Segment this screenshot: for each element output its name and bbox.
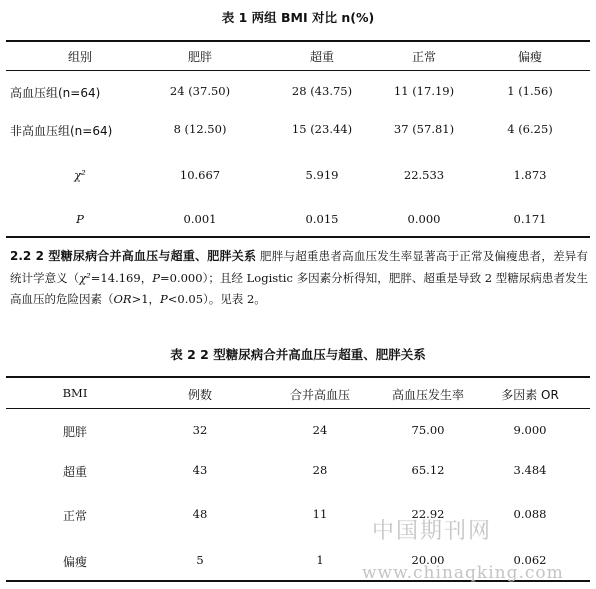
table2-header-rate: 高血压发生率 — [391, 388, 465, 402]
watermark-logo-text: 中国期刊网 — [372, 519, 493, 544]
table1-chi-thin: 1.873 — [513, 168, 547, 182]
table1-header-normal: 正常 — [411, 50, 437, 64]
table2-row2-or: 3.484 — [513, 463, 547, 477]
table1-row2-normal: 37 (57.81) — [393, 122, 455, 136]
table2-row4-bmi: 偏瘦 — [62, 555, 88, 569]
table1-row1-group: 高血压组(n=64) — [10, 86, 101, 100]
table2-row3-bmi: 正常 — [62, 509, 88, 523]
table2-row3-or: 0.088 — [513, 507, 547, 521]
table1-header-group: 组别 — [67, 50, 93, 64]
table1-chi-overweight: 5.919 — [305, 168, 339, 182]
table2-row2-rate: 65.12 — [411, 463, 445, 477]
table2-row1-or: 9.000 — [513, 423, 547, 437]
table2-row1-rate: 75.00 — [411, 423, 445, 437]
table1-row1-normal: 11 (17.19) — [393, 84, 455, 98]
section-heading: 2.2 2 型糖尿病合并高血压与超重、肥胖关系 — [10, 249, 257, 263]
table1-header-thin: 偏瘦 — [517, 50, 543, 64]
table1-chi-obese: 10.667 — [179, 168, 221, 182]
table2-row1-count: 32 — [192, 423, 208, 437]
table1-p-obese: 0.001 — [183, 212, 217, 226]
table2-row2-hypertension: 28 — [312, 463, 328, 477]
table1-header-obese: 肥胖 — [187, 50, 213, 64]
table1-chi-normal: 22.533 — [403, 168, 445, 182]
table1-bottom-rule — [6, 236, 590, 238]
table1-p-label: P — [76, 212, 84, 226]
table1-top-rule — [6, 40, 590, 42]
table2-row1-hypertension: 24 — [312, 423, 328, 437]
table2-header-rule — [6, 408, 590, 409]
watermark-url: www.chinaqking.com — [362, 563, 564, 583]
table1-header-overweight: 超重 — [309, 50, 335, 64]
table2-header-count: 例数 — [187, 388, 213, 402]
table1-chi-label: χ² — [74, 168, 86, 182]
table2-row3-hypertension: 11 — [312, 507, 328, 521]
table2-row3-rate: 22.92 — [411, 507, 445, 521]
table2-row1-bmi: 肥胖 — [62, 425, 88, 439]
table1-row2-overweight: 15 (23.44) — [291, 122, 353, 136]
table1-row2-thin: 4 (6.25) — [507, 122, 553, 136]
table1-title: 表 1 两组 BMI 对比 n(%) — [221, 10, 375, 25]
table2-header-hypertension: 合并高血压 — [289, 388, 351, 402]
table1-row1-obese: 24 (37.50) — [169, 84, 231, 98]
table1-row2-obese: 8 (12.50) — [173, 122, 227, 136]
table2-row4-or: 0.062 — [513, 553, 547, 567]
table2-header-or: 多因素 OR — [501, 388, 559, 402]
table2-row3-count: 48 — [192, 507, 208, 521]
table2-title: 表 2 2 型糖尿病合并高血压与超重、肥胖关系 — [170, 347, 426, 362]
table2-header-bmi: BMI — [62, 386, 88, 400]
table2-top-rule — [6, 376, 590, 378]
table2-row4-count: 5 — [196, 553, 204, 567]
table2-row2-bmi: 超重 — [62, 465, 88, 479]
table1-p-overweight: 0.015 — [305, 212, 339, 226]
table1-header-rule — [6, 70, 590, 71]
table2-row4-hypertension: 1 — [316, 553, 324, 567]
table1-row1-thin: 1 (1.56) — [507, 84, 553, 98]
section-paragraph: 2.2 2 型糖尿病合并高血压与超重、肥胖关系 肥胖与超重患者高血压发生率显著高于正常及偏瘦患者，差异有统计学意义（χ²=14.169，P=0.000）；且经 Logistic 多因素分析得知，肥胖、超重是导致 2 型糖尿病患者发生高血压的危险因素（OR>1，P<0.05）。见表 2。 — [10, 249, 589, 306]
table1-p-thin: 0.171 — [513, 212, 547, 226]
table1-row1-overweight: 28 (43.75) — [291, 84, 353, 98]
table1-row2-group: 非高血压组(n=64) — [10, 124, 113, 138]
table2-row4-rate: 20.00 — [411, 553, 445, 567]
table2-row2-count: 43 — [192, 463, 208, 477]
table1-p-normal: 0.000 — [407, 212, 441, 226]
